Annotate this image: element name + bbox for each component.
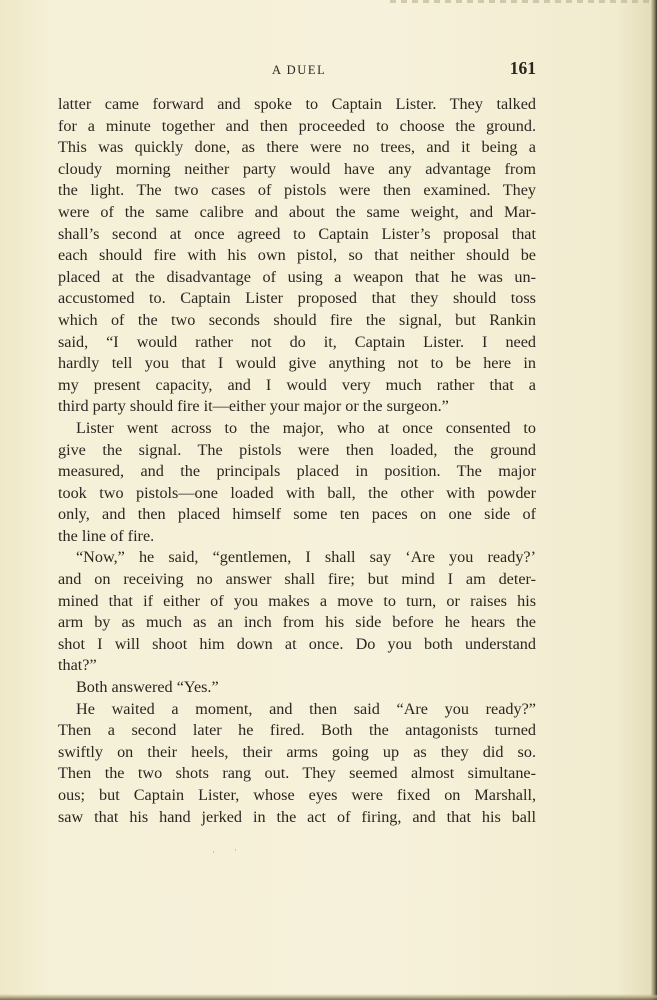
page-top-edge xyxy=(390,0,657,3)
text-line: saw that his hand jerked in the act of firing, and that his ball xyxy=(58,807,536,826)
text-line: ous; but Captain Lister, whose eyes were fixed on Marshall, xyxy=(58,786,536,804)
text-line: each should fire with his own pistol, so that neither should be xyxy=(58,246,536,265)
text-line: “Now,” he said, “gentlemen, I shall say ‘Are you ready?’ xyxy=(76,548,536,567)
text-line: third party should fire it—either your major or the surgeon.” xyxy=(58,397,449,416)
page-bottom-edge xyxy=(0,994,657,1000)
body-text xyxy=(58,94,536,828)
text-line: took two pistols—one loaded with ball, the other with powder xyxy=(58,483,536,502)
text-line: accustomed to. Captain Lister proposed that they should toss xyxy=(58,289,536,308)
print-specks: ˈ ˈ xyxy=(212,848,237,859)
page-number: 161 xyxy=(509,58,536,78)
text-line: measured, and the principals placed in position. The major xyxy=(58,462,536,481)
text-line: arm by as much as an inch from his side before he hears the xyxy=(58,613,536,632)
text-line: my present capacity, and I would very much rather that a xyxy=(58,375,536,394)
text-line: placed at the disadvantage of using a weapon that he was un- xyxy=(58,267,536,286)
text-line: He waited a moment, and then said “Are you ready?” xyxy=(76,699,536,718)
text-line: cloudy morning neither party would have any advantage from xyxy=(58,159,536,178)
text-line: for a minute together and then proceeded to choose the ground. xyxy=(58,116,536,135)
text-line: the line of fire. xyxy=(58,526,155,545)
text-line: only, and then placed himself some ten paces on one side of xyxy=(58,505,536,524)
text-line: This was quickly done, as there were no trees, and it being a xyxy=(58,138,536,157)
text-line: the light. The two cases of pistols were then examined. They xyxy=(58,181,536,200)
text-line: which of the two seconds should fire the signal, but Rankin xyxy=(58,310,536,329)
text-line: Lister went across to the major, who at once consented to xyxy=(76,418,536,437)
text-line: give the signal. The pistols were then loaded, the ground xyxy=(58,440,536,459)
text-line: were of the same calibre and about the same weight, and Mar- xyxy=(58,202,536,221)
page-header xyxy=(58,58,536,82)
text-line: said, “I would rather not do it, Captain Lister. I need xyxy=(58,332,536,351)
text-line: shall’s second at once agreed to Captain Lister’s proposal that xyxy=(58,224,536,243)
text-line: Then the two shots rang out. They seemed almost simultane- xyxy=(58,764,536,783)
page-right-edge xyxy=(651,0,657,1000)
text-line: Both answered “Yes.” xyxy=(76,678,219,697)
text-line: that?” xyxy=(58,656,97,675)
text-line: Then a second later he fired. Both the antagonists turned xyxy=(58,721,536,740)
text-line: swiftly on their heels, their arms going up as they did so. xyxy=(58,742,536,761)
text-line: hardly tell you that I would give anything not to be here in xyxy=(58,354,536,373)
text-line: latter came forward and spoke to Captain Lister. They talked xyxy=(58,95,536,113)
running-head: A DUEL xyxy=(272,63,327,77)
text-line: and on receiving no answer shall fire; but mind I am deter- xyxy=(58,570,536,589)
text-line: mined that if either of you makes a move to turn, or raises his xyxy=(58,591,536,610)
text-line: shot I will shoot him down at once. Do you both understand xyxy=(58,634,536,653)
